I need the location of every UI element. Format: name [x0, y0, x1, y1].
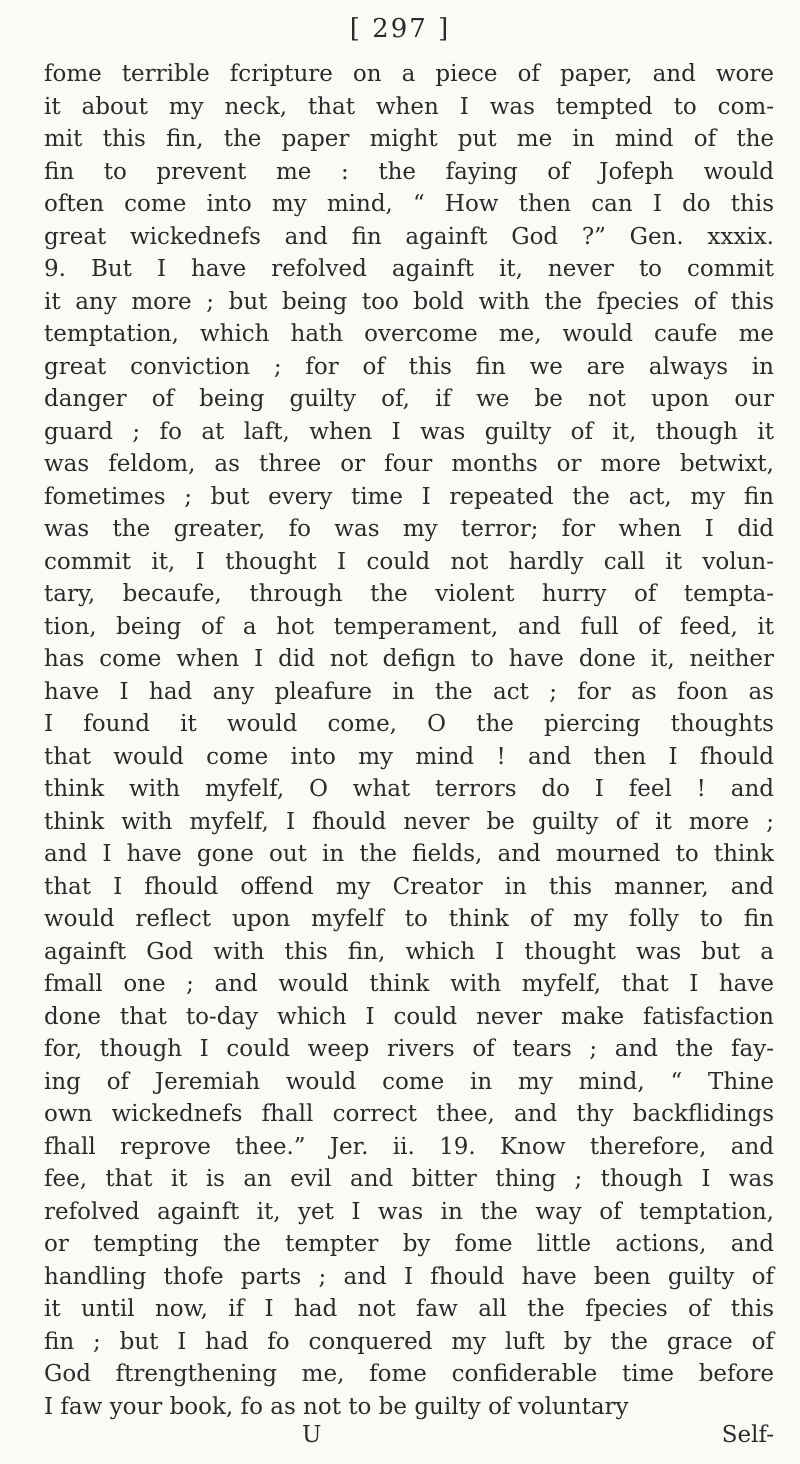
text-line: own wickednefs fhall correct thee, and thy backflidings	[44, 1101, 774, 1127]
text-line: has come when I did not defign to have done it, neither	[44, 646, 774, 672]
text-line: commit it, I thought I could not hardly call it volun-	[44, 548, 774, 575]
text-line: God ftrengthening me, fome confiderable time before	[44, 1361, 774, 1387]
text-line: tary, becaufe, through the violent hurry of tempta-	[44, 581, 774, 607]
text-line: often come into my mind, “ How then can I do this	[44, 191, 774, 217]
text-line: fhall reprove thee.” Jer. ii. 19. Know therefore, and	[44, 1133, 774, 1160]
text-line: I faw your book, fo as not to be guilty of voluntary	[44, 1393, 629, 1420]
text-line: that I fhould offend my Creator in this manner, and	[44, 873, 774, 900]
text-line: tion, being of a hot temperament, and full of feed, it	[44, 613, 774, 640]
catchword: Self-	[721, 1422, 774, 1448]
text-line: great wickednefs and fin againft God ?” Gen. xxxix.	[44, 223, 774, 250]
text-line: or tempting the tempter by fome little actions, and	[44, 1231, 774, 1257]
text-line: would reflect upon myfelf to think of my folly to fin	[44, 906, 774, 932]
text-line: have I had any pleafure in the act ; for as foon as	[44, 678, 774, 705]
text-line: fmall one ; and would think with myfelf, that I have	[44, 971, 774, 997]
signature-mark: U	[302, 1422, 322, 1448]
text-line: mit this fin, the paper might put me in mind of the	[44, 126, 774, 152]
text-line: fometimes ; but every time I repeated the act, my fin	[44, 483, 774, 510]
text-line: refolved againft it, yet I was in the way of temptation,	[44, 1198, 774, 1225]
text-line: danger of being guilty of, if we be not upon our	[44, 386, 774, 412]
page-number: [ 297 ]	[349, 14, 451, 44]
text-line: guard ; fo at laft, when I was guilty of it, though it	[44, 418, 774, 445]
text-line: it until now, if I had not faw all the fpecies of this	[44, 1296, 774, 1322]
text-line: ing of Jeremiah would come in my mind, “ Thine	[44, 1068, 774, 1095]
footer-line	[44, 1422, 774, 1454]
text-line: for, though I could weep rivers of tears ; and the fay-	[44, 1036, 774, 1062]
text-line: great conviction ; for of this fin we are always in	[44, 353, 774, 380]
text-line: think with myfelf, O what terrors do I feel ! and	[44, 776, 774, 802]
text-line: fin to prevent me : the faying of Jofeph would	[44, 158, 774, 185]
text-line: was feldom, as three or four months or more betwixt,	[44, 451, 774, 477]
text-line: fee, that it is an evil and bitter thing ; though I was	[44, 1166, 774, 1192]
text-line: 9. But I have refolved againft it, never to commit	[44, 256, 774, 282]
text-line: againft God with this fin, which I thought was but a	[44, 938, 774, 965]
text-line: it any more ; but being too bold with the fpecies of this	[44, 288, 774, 315]
text-line: and I have gone out in the fields, and mourned to think	[44, 841, 774, 867]
text-line: it about my neck, that when I was tempted to com-	[44, 93, 774, 120]
text-line: think with myfelf, I fhould never be guilty of it more ;	[44, 808, 774, 835]
text-line: fome terrible fcripture on a piece of paper, and wore	[44, 61, 774, 87]
text-line: done that to-day which I could never make fatisfaction	[44, 1003, 774, 1030]
text-line: handling thofe parts ; and I fhould have been guilty of	[44, 1263, 774, 1290]
text-line: was the greater, fo was my terror; for when I did	[44, 516, 774, 542]
text-line: temptation, which hath overcome me, would caufe me	[44, 321, 774, 347]
text-line: I found it would come, O the piercing thoughts	[44, 711, 774, 737]
body-text	[44, 58, 774, 1423]
text-line: that would come into my mind ! and then I fhould	[44, 743, 774, 770]
text-line: fin ; but I had fo conquered my luft by the grace of	[44, 1328, 774, 1355]
